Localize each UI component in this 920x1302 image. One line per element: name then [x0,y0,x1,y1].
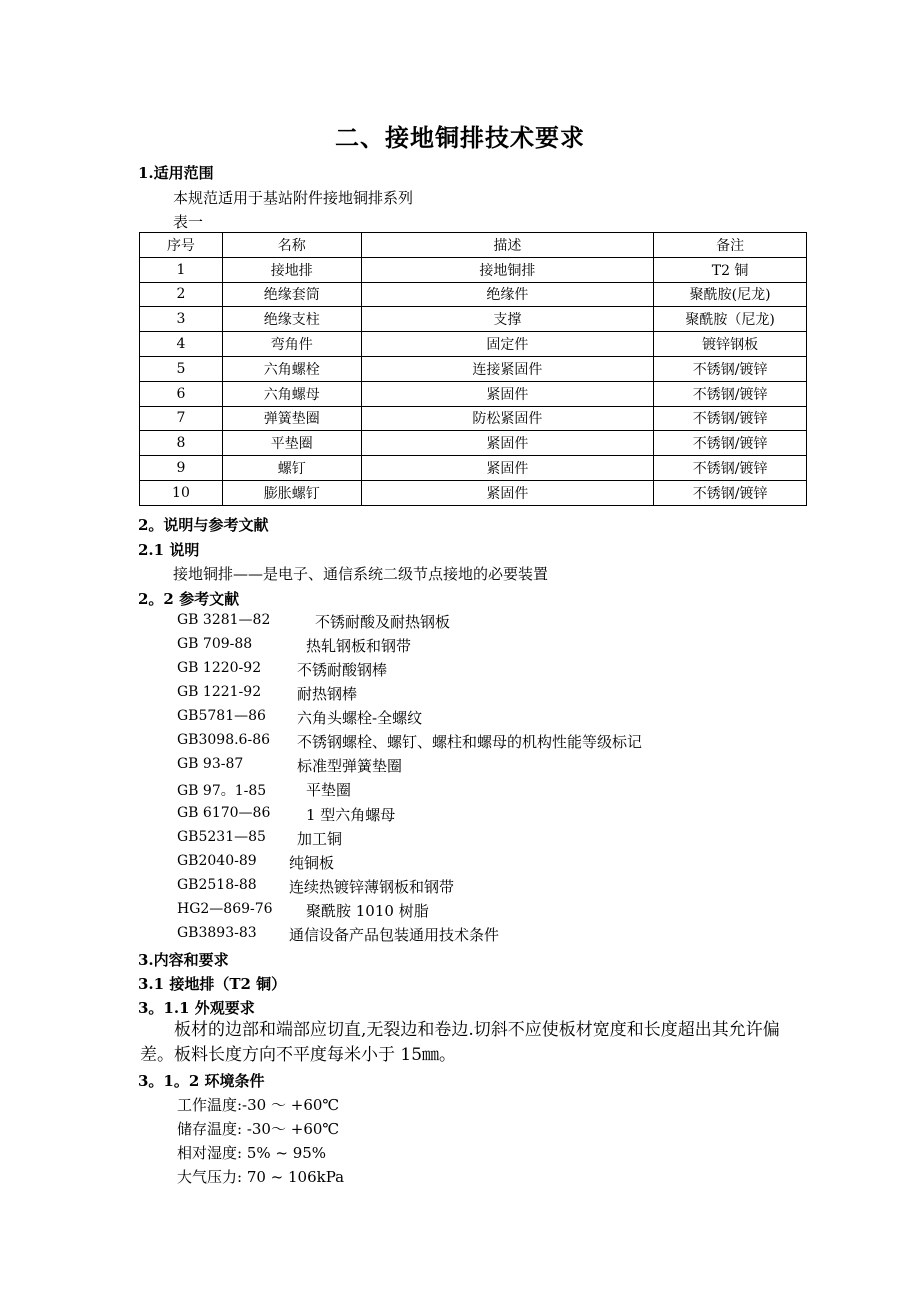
env-condition: 工作温度:-30 ～ +60℃ [177,1096,340,1114]
reference-title: 加工铜 [297,830,343,848]
reference-code: GB 6170—86 [177,805,271,821]
column-header: 描述 [361,233,654,258]
table-cell: 接地排 [222,257,361,282]
section-1-text: 本规范适用于基站附件接地铜排系列 [173,189,414,207]
table-cell: 不锈钢/镀锌 [654,356,807,381]
parts-table [139,232,807,506]
table-cell: 防松紧固件 [361,406,654,431]
reference-code: GB 93-87 [177,756,244,772]
reference-code: GB 1220-92 [177,660,262,676]
table-cell: 六角螺母 [222,381,361,406]
reference-title: 平垫圈 [306,781,352,799]
section-1-heading: 1.适用范围 [138,164,214,182]
reference-code: GB3893-83 [177,925,257,941]
reference-title: 聚酰胺 1010 树脂 [306,902,429,920]
table-cell: 固定件 [361,332,654,357]
table-cell: 2 [140,282,223,307]
section-2-heading: 2。说明与参考文献 [138,516,269,534]
table-row [140,456,807,481]
table-cell: 紧固件 [361,456,654,481]
reference-code: GB 1221-92 [177,684,262,700]
reference-title: 不锈钢螺栓、螺钉、螺柱和螺母的机构性能等级标记 [297,733,643,751]
reference-title: 纯铜板 [289,854,335,872]
table-cell: 平垫圈 [222,431,361,456]
table-row [140,282,807,307]
reference-code: GB 3281—82 [177,612,271,628]
section-3-1-heading: 3.1 接地排（T2 铜） [138,975,287,993]
reference-code: GB 97。1-85 [177,783,267,799]
table-row [140,307,807,332]
table-row [140,356,807,381]
table-row [140,257,807,282]
appearance-requirement-text: 板材的边部和端部应切直,无裂边和卷边.切斜不应使板材宽度和长度超出其允许偏差。板料长度方向不平度每米小于 15㎜。 [140,1020,780,1065]
table-cell: 绝缘件 [361,282,654,307]
table-header-row [140,233,807,258]
section-2-1-heading: 2.1 说明 [138,541,200,559]
section-2-1-text: 接地铜排——是电子、通信系统二级节点接地的必要装置 [173,565,549,583]
table-cell: 10 [140,480,223,505]
reference-code: GB5781—86 [177,708,266,724]
reference-title: 通信设备产品包装通用技术条件 [289,926,500,944]
table-cell: 不锈钢/镀锌 [654,480,807,505]
table-caption: 表一 [173,213,204,231]
reference-code: GB2518-88 [177,877,257,893]
section-2-2-heading: 2。2 参考文献 [138,590,240,608]
reference-title: 连续热镀锌薄钢板和钢带 [289,878,455,896]
reference-title: 不锈耐酸钢棒 [297,661,388,679]
table-cell: 膨胀螺钉 [222,480,361,505]
table-cell: 绝缘支柱 [222,307,361,332]
table-cell: 弹簧垫圈 [222,406,361,431]
table-cell: 9 [140,456,223,481]
reference-code: GB2040-89 [177,853,257,869]
table-cell: 5 [140,356,223,381]
reference-code: GB5231—85 [177,829,266,845]
table-cell: 不锈钢/镀锌 [654,431,807,456]
table-cell: 弯角件 [222,332,361,357]
table-cell: 绝缘套筒 [222,282,361,307]
reference-code: GB3098.6-86 [177,732,271,748]
table-cell: 紧固件 [361,480,654,505]
table-cell: 不锈钢/镀锌 [654,456,807,481]
table-cell: 紧固件 [361,431,654,456]
table-cell: 8 [140,431,223,456]
table-cell: 六角螺栓 [222,356,361,381]
table-cell: 4 [140,332,223,357]
table-row [140,406,807,431]
column-header: 序号 [140,233,223,258]
env-condition: 大气压力: 70 ~ 106kPa [177,1168,345,1186]
env-condition: 储存温度: -30～ +60℃ [177,1120,340,1138]
table-cell: 聚酰胺（尼龙) [654,307,807,332]
table-cell: 7 [140,406,223,431]
column-header: 备注 [654,233,807,258]
table-row [140,381,807,406]
env-condition: 相对湿度: 5% ~ 95% [177,1144,327,1162]
table-cell: 支撑 [361,307,654,332]
page-title: 二、接地铜排技术要求 [335,123,585,152]
reference-title: 1 型六角螺母 [306,806,396,824]
table-cell: 3 [140,307,223,332]
reference-title: 耐热钢棒 [297,685,358,703]
section-3-heading: 3.内容和要求 [138,951,229,969]
reference-title: 标准型弹簧垫圈 [297,757,403,775]
table-cell: 螺钉 [222,456,361,481]
section-3-1-2-heading: 3。1。2 环境条件 [138,1072,265,1090]
table-cell: 不锈钢/镀锌 [654,406,807,431]
reference-title: 热轧钢板和钢带 [306,637,412,655]
table-cell: 聚酰胺(尼龙) [654,282,807,307]
reference-title: 六角头螺栓-全螺纹 [297,709,423,727]
section-3-1-1-heading: 3。1.1 外观要求 [138,999,255,1017]
table-cell: 连接紧固件 [361,356,654,381]
table-cell: 紧固件 [361,381,654,406]
reference-title: 不锈耐酸及耐热钢板 [315,613,451,631]
table-row [140,332,807,357]
table-row [140,480,807,505]
column-header: 名称 [222,233,361,258]
table-cell: T2 铜 [654,257,807,282]
table-cell: 镀锌钢板 [654,332,807,357]
table-cell: 1 [140,257,223,282]
table-row [140,431,807,456]
table-cell: 接地铜排 [361,257,654,282]
table-cell: 不锈钢/镀锌 [654,381,807,406]
reference-code: GB 709-88 [177,636,253,652]
reference-code: HG2—869-76 [177,901,273,917]
table-cell: 6 [140,381,223,406]
